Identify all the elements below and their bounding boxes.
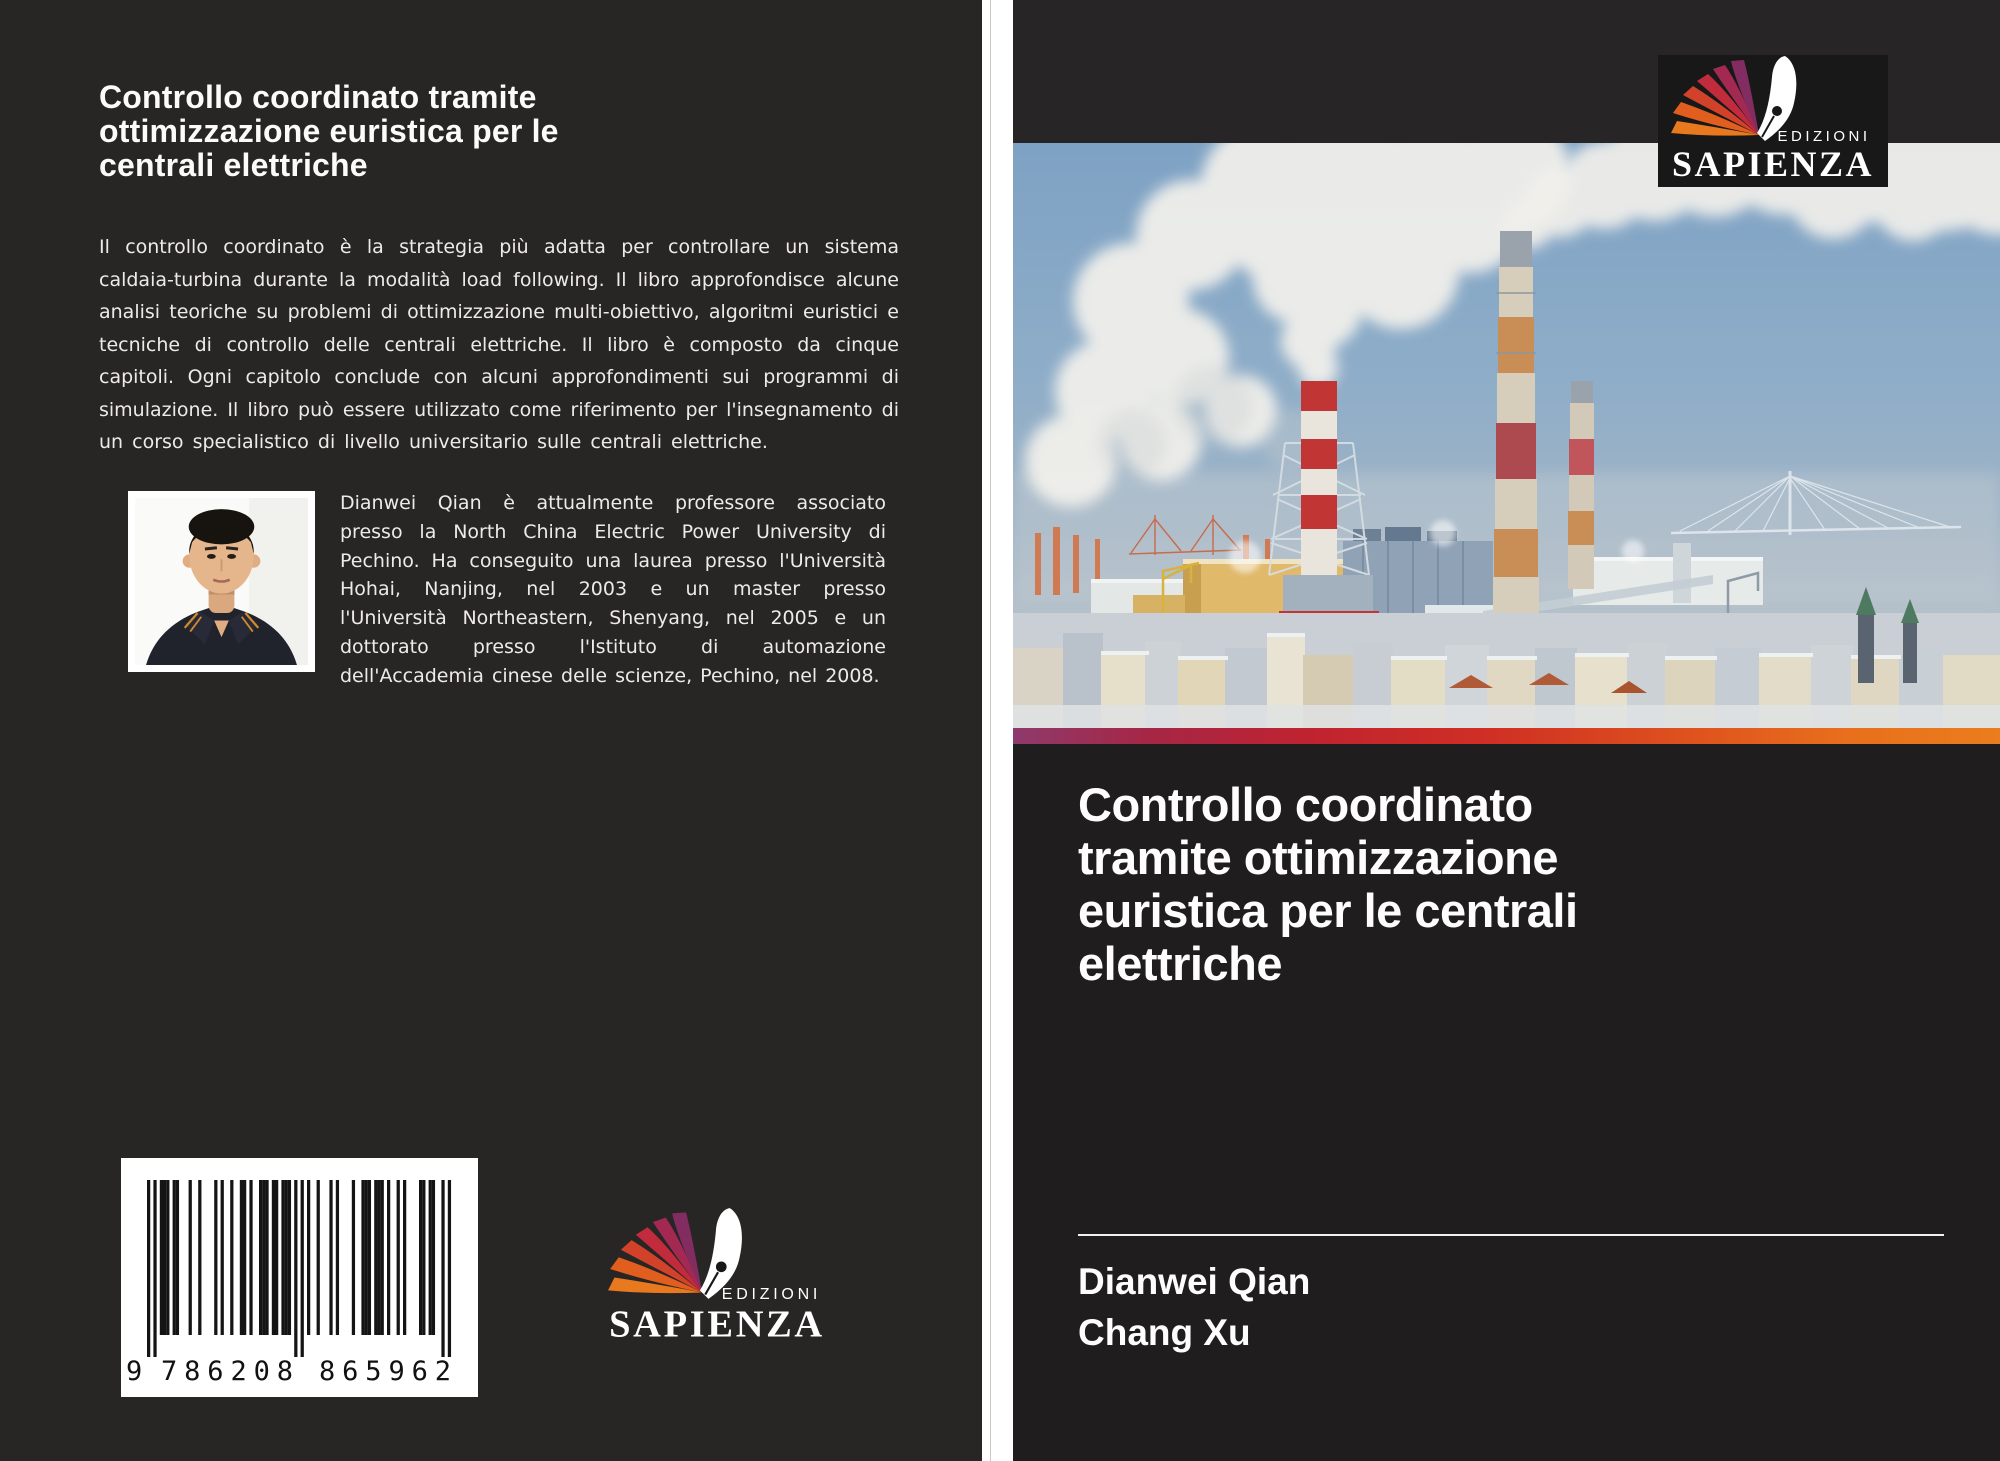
- barcode-digit-lead: 9: [126, 1356, 143, 1387]
- back-title-line-2: ottimizzazione euristica per le: [99, 113, 559, 149]
- tall-right-chimney: [1493, 231, 1539, 615]
- publisher-logo-back: [594, 1207, 840, 1348]
- author-divider-line: [1078, 1234, 1944, 1236]
- author-bio: Dianwei Qian è attualmente professore associato presso la North China Electric Power University di Pechino. Ha conseguito una laurea presso l'Università Hohai, Nanjing, nel 2003 e un master presso l'Università Northeastern, Shenyang, nel 2005 e un dottorato presso l'Istituto di automazione dell'Accademia cinese delle scienze, Pechino, nel 2008.: [340, 492, 886, 687]
- front-title-line-2: tramite ottimizzazione: [1078, 831, 1558, 884]
- author-name-2: Chang Xu: [1078, 1312, 1251, 1353]
- front-title-line-4: elettriche: [1078, 937, 1282, 990]
- back-cover: [0, 0, 982, 1461]
- spine-fold-line: [990, 0, 991, 1461]
- front-cover: [1013, 0, 2000, 1461]
- front-title-line-3: euristica per le centrali: [1078, 884, 1578, 937]
- publisher-logo-front: [1658, 55, 1888, 187]
- power-plant-photo: [1013, 143, 2000, 728]
- barcode-graphic: [121, 1158, 478, 1397]
- author-photo: [128, 491, 315, 672]
- accent-stripe: [1013, 728, 2000, 744]
- isbn-barcode: [121, 1158, 478, 1397]
- back-title-line-1: Controllo coordinato tramite: [99, 79, 537, 115]
- front-authors: [1078, 1256, 1310, 1358]
- barcode-bars: [147, 1180, 451, 1357]
- front-title: [1078, 778, 1958, 990]
- third-chimney: [1568, 381, 1594, 589]
- back-title: [99, 80, 939, 182]
- back-title-line-3: centrali elettriche: [99, 147, 368, 183]
- barcode-digits-group1: 786208: [161, 1356, 293, 1387]
- barcode-digits-group2: 865962: [319, 1356, 451, 1387]
- author-name-1: Dianwei Qian: [1078, 1261, 1311, 1302]
- author-portrait-graphic: [135, 498, 308, 665]
- front-title-line-1: Controllo coordinato: [1078, 778, 1533, 831]
- back-description: Il controllo coordinato è la strategia più adatta per controllare un sistema caldaia-turbina durante la modalità load following. Il libro approfondisce alcune analisi teoriche su problemi di ottimizzazione multi-obiettivo, algoritmi euristici e tecniche di controllo delle centrali elettriche. Il libro è composto da cinque capitoli. Ogni capitolo conclude con alcuni approfondimenti sui programmi di simulazione. Il libro può essere utilizzato come riferimento per l'insegnamento di un corso specialistico di livello universitario sulle centrali elettriche.: [99, 236, 899, 453]
- power-plant-scene: [1013, 143, 2000, 728]
- spine: [982, 0, 1013, 1461]
